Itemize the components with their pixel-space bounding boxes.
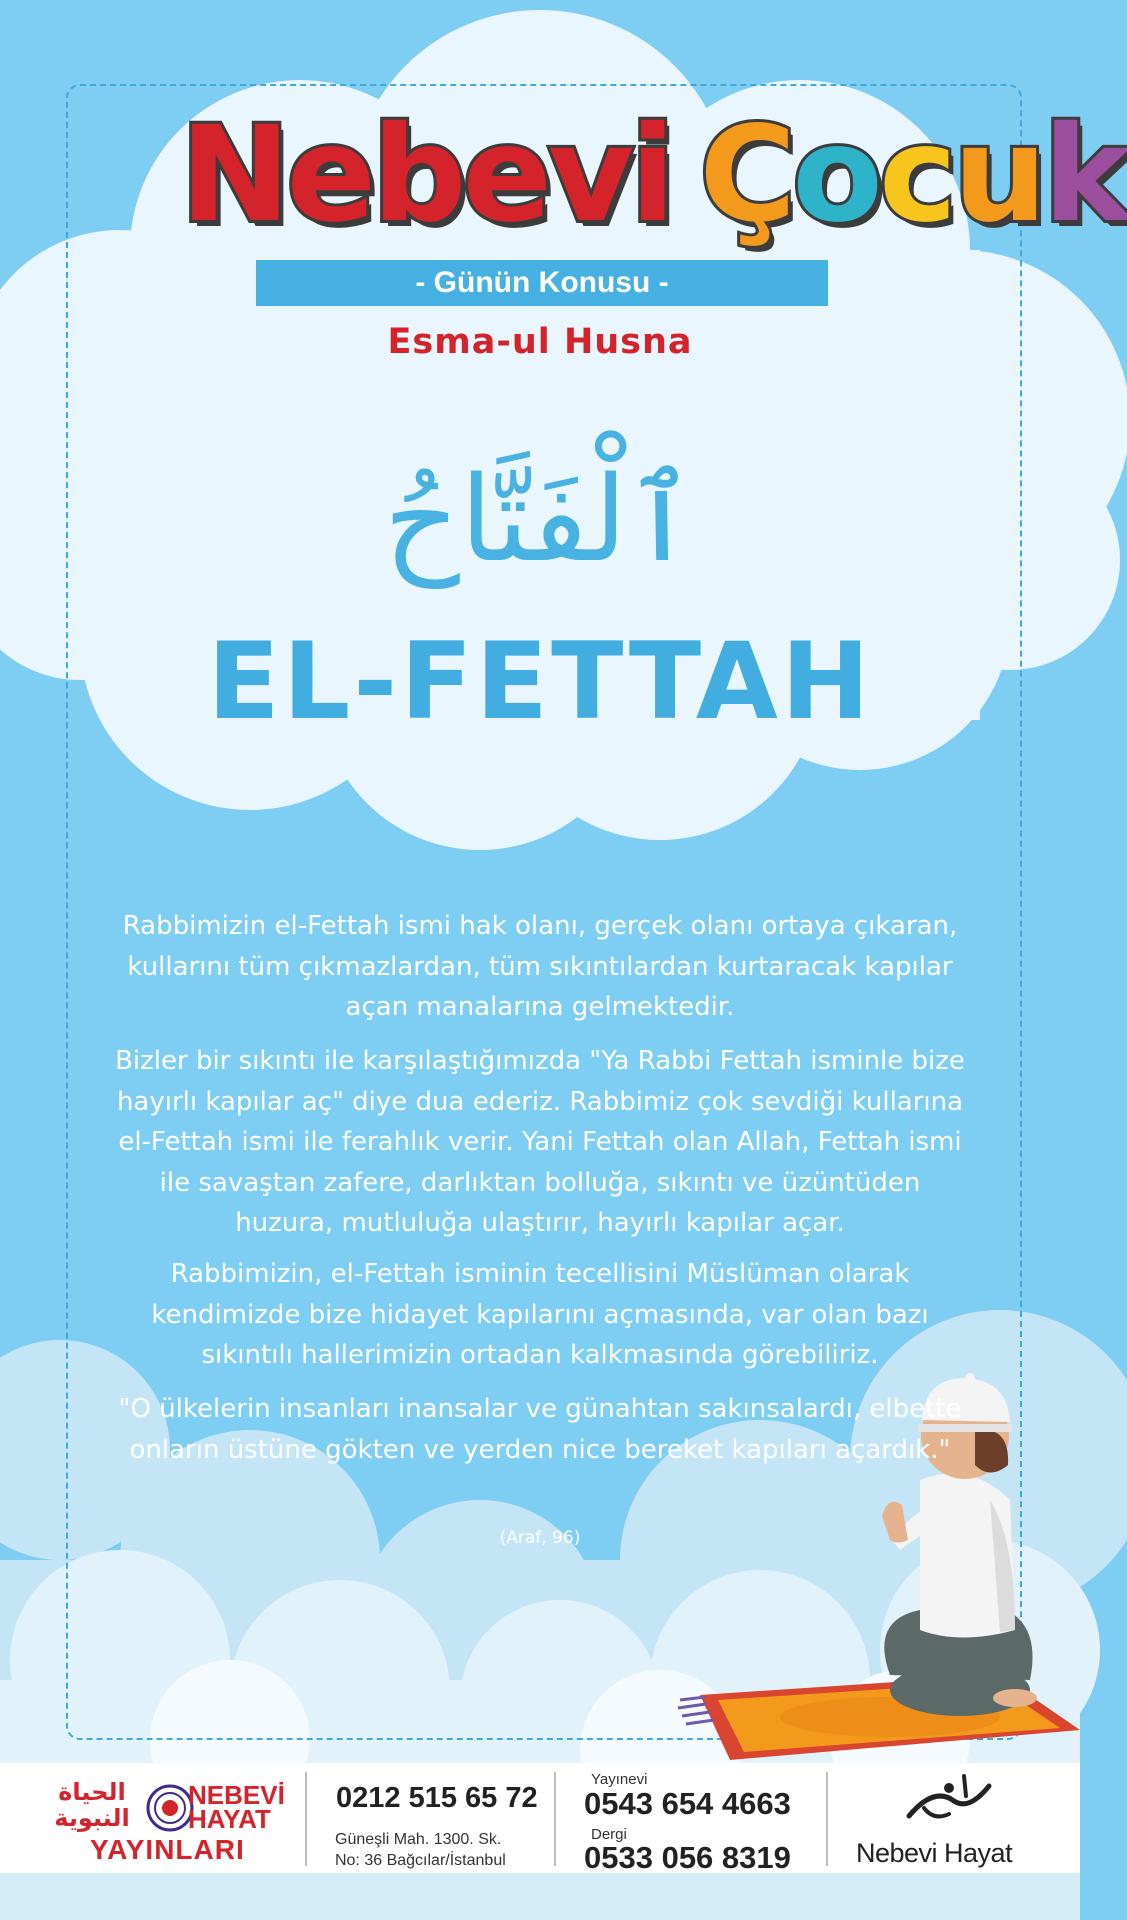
magazine-label: Dergi	[591, 1826, 627, 1843]
publisher-name-line2: HAYAT	[188, 1804, 271, 1834]
footer-divider	[826, 1772, 828, 1866]
logo-letter: Ç	[699, 98, 793, 252]
nebevi-cocuk-logo	[0, 98, 1127, 252]
logo-letter: o	[792, 98, 879, 252]
logo-letter: v	[548, 98, 631, 252]
paragraph-3: Rabbimizin, el-Fettah isminin tecellisini Müslüman olarak kendimizde bize hidayet kapılarını açmasında, var olan bazı sıkıntılı hallerimizin ortadan kalkmasında görebiliriz.	[151, 1259, 929, 1370]
verse-quote: "O ülkelerin insanları inansalar ve günahtan sakınsalardı, elbette onların üstüne gökten ve yerden nice bereket kapıları açardık."	[118, 1394, 962, 1465]
logo-letter: e	[462, 98, 549, 252]
logo-letter: u	[953, 98, 1044, 252]
paragraph-2: Bizler bir sıkıntı ile karşılaştığımızda "Ya Rabbi Fettah isminle bize hayırlı kapılar aç" diye dua ederiz. Rabbimiz çok sevdiği kullarına el-Fettah ismi ile ferahlık verir. Yani Fettah olan Allah, Fettah ismi ile savaştan zafere, darlıktan bolluğa, sıkıntı ve üzüntüden huzura, mutluluğa ulaştırır, hayırlı kapılar açar.	[115, 1046, 965, 1238]
logo-letter: b	[372, 98, 463, 252]
name-title: EL-FETTAH	[207, 620, 873, 743]
logo-letter: k	[1043, 98, 1127, 252]
logo-letter: N	[180, 98, 287, 252]
footer-divider	[554, 1772, 556, 1866]
verse-reference: (Araf, 96)	[499, 1528, 581, 1548]
logo-letter: i	[630, 98, 672, 252]
arabic-name: ٱلْفَتَّاحُ	[383, 450, 697, 588]
calligraphy-mark	[894, 1766, 1004, 1836]
logo-letter: c	[878, 98, 954, 252]
topic-title: Esma-ul Husna	[387, 322, 693, 362]
logo-text	[180, 98, 1127, 252]
subtitle-bar: - Günün Konusu -	[256, 260, 828, 306]
footer-strip	[0, 1873, 1080, 1920]
publisher-yayinlari: YAYINLARI	[90, 1834, 245, 1865]
brand-name: Nebevi Hayat	[856, 1838, 1013, 1868]
paragraph-1: Rabbimizin el-Fettah ismi hak olanı, gerçek olanı ortaya çıkaran, kullarını tüm çıkmazlardan, tüm sıkıntılardan kurtaracak kapılar açan manalarına gelmektedir.	[122, 911, 958, 1022]
publisher-name	[188, 1780, 285, 1834]
publisher-name-line1: NEBEVİ	[188, 1780, 285, 1810]
logo-letter: e	[286, 98, 373, 252]
address	[335, 1829, 506, 1871]
address-line-1: Güneşli Mah. 1300. Sk.	[335, 1831, 502, 1848]
logo-word-1	[180, 98, 671, 252]
publisher-label: Yayınevi	[591, 1771, 648, 1788]
logo-word-2	[699, 98, 1127, 252]
footer-divider	[305, 1772, 307, 1866]
address-line-2: No: 36 Bağcılar/İstanbul	[335, 1852, 506, 1869]
magazine-phone[interactable]: 0533 056 8319	[584, 1840, 791, 1875]
publisher-phone[interactable]: 0543 654 4663	[584, 1786, 791, 1821]
main-phone[interactable]: 0212 515 65 72	[336, 1782, 538, 1814]
publisher-arabic-name: الحياة النبوية	[54, 1778, 130, 1832]
